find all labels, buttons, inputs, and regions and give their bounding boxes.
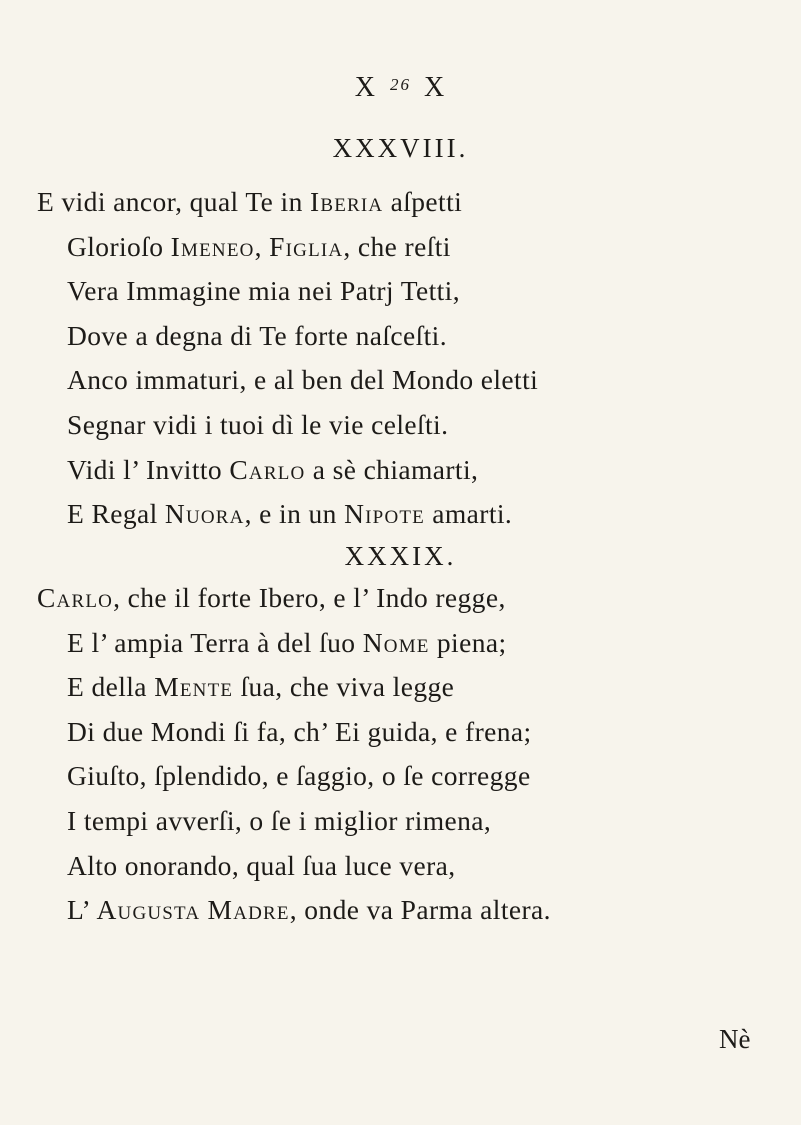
verse-text (200, 894, 207, 925)
verse-text: Glorioſo (67, 230, 171, 262)
verse-text: a sè chiamarti, (305, 453, 479, 485)
verse-text: Alto onorando, qual ſua luce vera, (67, 849, 456, 881)
small-caps-word: Nuora (164, 498, 245, 530)
verse-text: , (254, 230, 270, 262)
verse-line (67, 364, 538, 396)
verse-line (67, 409, 448, 441)
stanza-numeral-1: XXXVIII. (332, 133, 469, 163)
verse-text: E l’ ampia Terra à del ſuo (67, 626, 363, 658)
verse-line (37, 186, 462, 218)
small-caps-word: Iberia (310, 186, 384, 217)
catchword: Nè (719, 1024, 751, 1054)
verse-text: , che reſti (343, 230, 451, 262)
verse-text: , che il forte Ibero, e l’ Indo regge, (113, 582, 506, 613)
small-caps-word: Nome (362, 626, 430, 658)
verse-line (67, 716, 532, 748)
verse-line (67, 805, 491, 837)
verse-text: Anco immaturi, e al ben del Mondo eletti (67, 364, 539, 396)
small-caps-word: Imeneo (170, 230, 255, 262)
verse-text: E Regal (67, 498, 165, 530)
verse-line (37, 582, 506, 614)
verse-text: Giuſto, ſplendido, e ſaggio, o ſe corregge (67, 760, 531, 792)
verse-text: , onde va Parma altera. (289, 894, 551, 926)
verse-text: Vera Immagine mia nei Patrj Tetti, (67, 275, 461, 307)
verse-line (67, 760, 531, 792)
verse-line (67, 627, 507, 659)
header-left-mark: X (354, 72, 377, 103)
verse-text: ſua, che viva legge (233, 671, 455, 703)
verse-line (67, 498, 512, 530)
small-caps-word: Nipote (344, 498, 425, 530)
verse-text: Di due Mondi ſi fa, ch’ Ei guida, e frena; (67, 715, 532, 747)
verse-text: , e in un (244, 498, 345, 530)
verse-text: piena; (429, 626, 507, 658)
verse-line (67, 275, 460, 307)
verse-text: Segnar vidi i tuoi dì le vie celeſti. (67, 409, 449, 440)
verse-text: amarti. (424, 498, 513, 530)
verse-text: Vidi l’ Invitto (67, 453, 230, 485)
small-caps-word: Figlia (269, 230, 344, 262)
small-caps-word: Mente (154, 671, 234, 703)
small-caps-word: Augusta (96, 894, 201, 926)
small-caps-word: Carlo (37, 582, 114, 613)
stanza-numeral-2: XXXIX. (344, 541, 457, 571)
small-caps-word: Carlo (229, 453, 306, 485)
verse-line (67, 320, 447, 352)
verse-text: Dove a degna di Te forte naſceſti. (67, 319, 447, 351)
verse-text: E vidi ancor, qual Te in (37, 186, 310, 217)
header-right-mark: X (424, 72, 447, 103)
verse-line (67, 231, 451, 263)
verse-line (67, 671, 454, 703)
page-number: 26 (390, 75, 411, 94)
verse-text: I tempi avverſi, o ſe i miglior rimena, (67, 805, 492, 836)
verse-line (67, 850, 456, 882)
verse-line (67, 454, 478, 486)
verse-text: E della (67, 671, 155, 703)
small-caps-word: Madre (207, 894, 290, 926)
verse-text: L’ (67, 894, 97, 926)
verse-line (67, 894, 551, 926)
page-header (0, 72, 801, 104)
verse-text: aſpetti (383, 186, 463, 217)
